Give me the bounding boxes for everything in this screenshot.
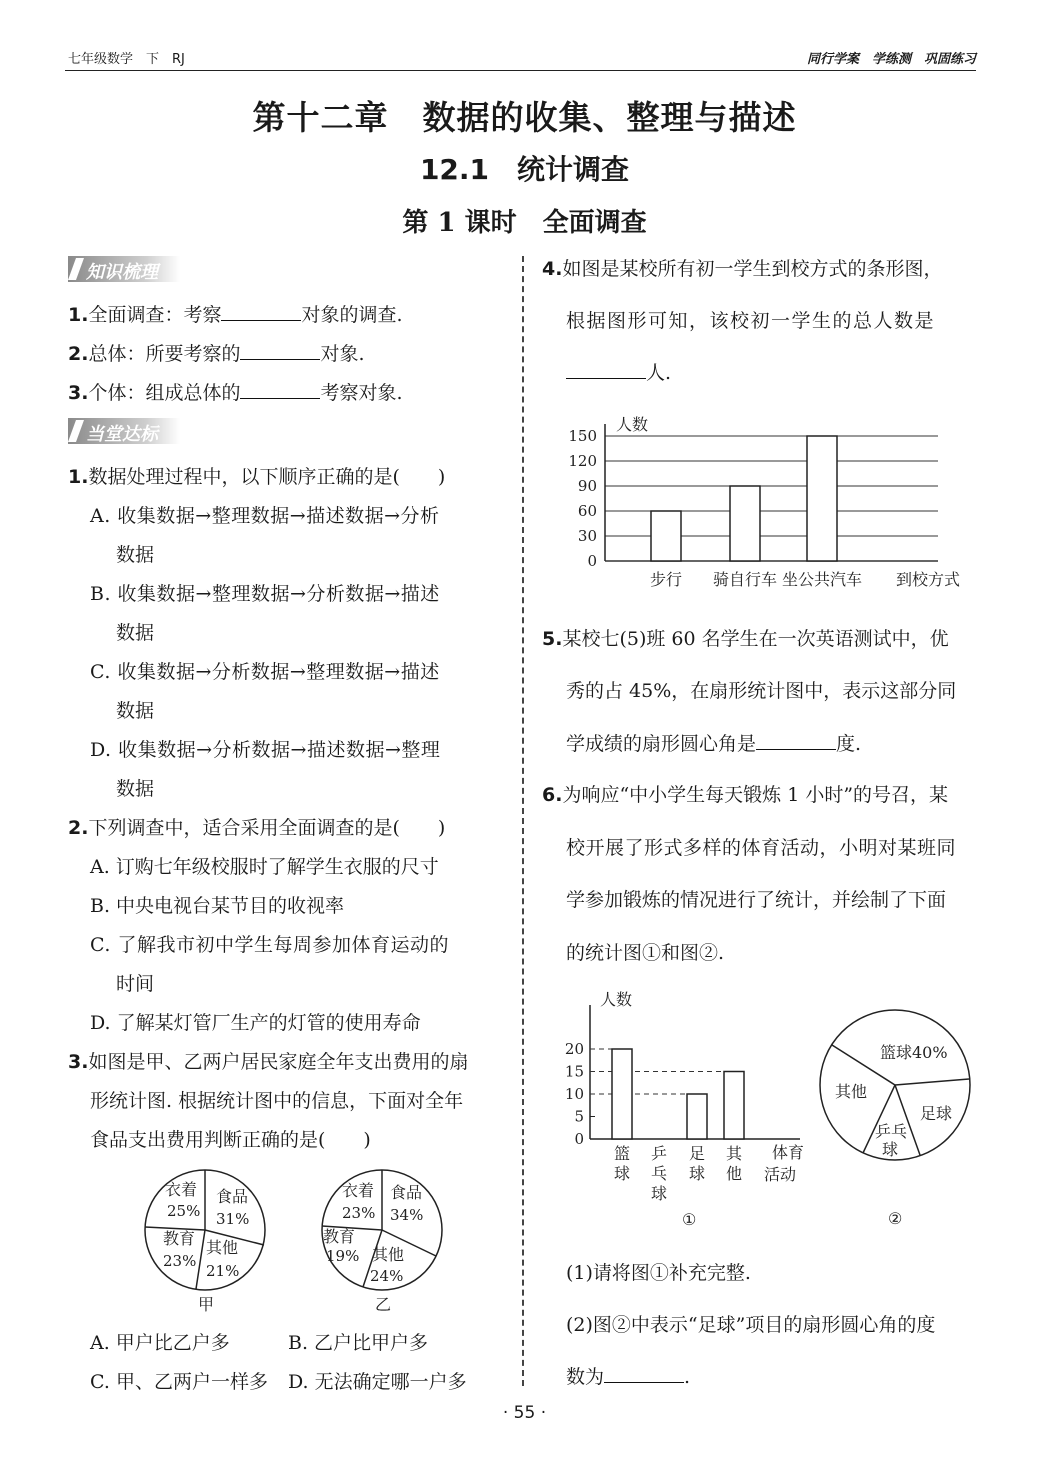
q4-bar-chart <box>560 410 980 595</box>
q6-part3: 数为 . <box>566 1366 691 1388</box>
pie-football-label: 足球 <box>920 1104 953 1123</box>
q1-option-b: B. 收集数据→整理数据→分析数据→描述 <box>90 583 440 605</box>
chart1-xtick-label: 坐公共汽车 <box>781 570 863 589</box>
knowledge-item-2: 2.总体：所要考察的 对象. <box>68 343 365 365</box>
q1-option-d: D. 收集数据→分析数据→描述数据→整理 <box>90 739 441 761</box>
q4-stem-line2: 根据图形可知，该校初一学生的总人数是 <box>566 310 936 332</box>
q6-stem-line2: 校开展了形式多样的体育活动，小明对某班同 <box>566 837 957 859</box>
q2-option-c-cont: 时间 <box>116 973 155 995</box>
q3-stem-line1: 3.如图是甲、乙两户居民家庭全年支出费用的扇 <box>68 1051 469 1073</box>
section-label-practice: 当堂达标 <box>68 418 180 444</box>
chart2-xlabels <box>614 1144 743 1203</box>
chart2-xtick-label: 篮 <box>613 1144 631 1163</box>
q5-stem-line3: 学成绩的扇形圆心角是 度. <box>566 733 862 755</box>
q2-option-a: A. 订购七年级校服时了解学生衣服的尺寸 <box>90 856 439 878</box>
chart1-ytick-label: 0 <box>587 552 597 570</box>
q1-option-a: A. 收集数据→整理数据→描述数据→分析 <box>90 505 440 527</box>
chart2-xtick-label: 球 <box>650 1184 668 1203</box>
pie-a-food-label: 食品 <box>216 1187 249 1206</box>
chart2-xtick-label: 球 <box>688 1164 706 1183</box>
pie-pingpong-label-1: 乒乓 <box>875 1122 908 1141</box>
q1-option-c-cont: 数据 <box>116 700 155 722</box>
q4-stem-line1: 4.如图是某校所有初一学生到校方式的条形图， <box>542 258 943 280</box>
lesson-title: 第 1 课时 全面调查 <box>402 208 647 238</box>
chart2-xlabel-2: 活动 <box>764 1165 797 1184</box>
pie-b-clothes-pct: 23% <box>342 1204 376 1222</box>
q1-option-a-cont: 数据 <box>116 544 155 566</box>
q3-option-c: C. 甲、乙两户一样多 <box>90 1371 268 1393</box>
q5-stem-line2: 秀的占 45%，在扇形统计图中，表示这部分同 <box>566 680 957 702</box>
chart1-ytick-label: 30 <box>577 527 597 545</box>
q4-stem-line3: 人. <box>566 358 671 385</box>
chart1-ylabel: 人数 <box>616 415 649 434</box>
column-divider <box>522 256 524 1386</box>
q6-stem-line3: 学参加锻炼的情况进行了统计，并绘制了下面 <box>566 889 947 911</box>
pie-pingpong-label-2: 球 <box>882 1140 899 1159</box>
q6-bar-chart <box>560 985 810 1230</box>
pie-a-edu-label: 教育 <box>163 1229 196 1248</box>
chart2-yticks <box>565 1040 584 1148</box>
q3-stem-line3: 食品支出费用判断正确的是( ) <box>90 1129 371 1151</box>
q6-stem-line1: 6.为响应“中小学生每天锻炼 1 小时”的号召，某 <box>542 784 949 806</box>
pie-other-label: 其他 <box>835 1082 868 1101</box>
section-title: 12.1 统计调查 <box>419 153 630 186</box>
chart2-ytick-label: 10 <box>564 1085 584 1103</box>
q5-stem-line1: 5.某校七(5)班 60 名学生在一次英语测试中，优 <box>542 628 949 650</box>
chart2-xtick-label: 他 <box>725 1164 743 1183</box>
chart1-xtick-label: 骑自行车 <box>712 570 778 589</box>
q1-stem: 1.数据处理过程中，以下顺序正确的是( ) <box>68 466 446 488</box>
chart1-bar <box>730 486 760 561</box>
pie-b-other-pct: 24% <box>370 1267 404 1285</box>
knowledge-item-1: 1.全面调查：考察 对象的调查. <box>68 304 403 326</box>
pie-a-edu-pct: 23% <box>163 1252 197 1270</box>
chart2-xtick-label: 乒 <box>650 1144 668 1163</box>
header-left: 七年级数学 下 RJ <box>68 52 185 67</box>
chart1-bar <box>651 511 681 561</box>
q1-option-b-cont: 数据 <box>116 622 155 644</box>
chapter-title: 第十二章 数据的收集、整理与描述 <box>252 98 797 137</box>
chart1-yticks <box>568 427 597 570</box>
page-number: · 55 · <box>502 1403 547 1423</box>
pie-a-other-pct: 21% <box>206 1262 240 1280</box>
q2-option-c: C. 了解我市初中学生每周参加体育运动的 <box>90 934 449 956</box>
q3-option-a: A. 甲户比乙户多 <box>90 1332 230 1354</box>
chart2-ytick-label: 15 <box>564 1062 584 1081</box>
chart2-xtick-label: 足 <box>688 1144 706 1163</box>
pie-b-food-pct: 34% <box>390 1206 424 1224</box>
q3-option-b: B. 乙户比甲户多 <box>288 1332 429 1354</box>
q6-part1: (1)请将图①补充完整. <box>566 1262 751 1284</box>
chart2-ytick-label: 5 <box>574 1107 584 1126</box>
chart1-ytick-label: 150 <box>568 427 597 445</box>
pie-basketball-label: 篮球40% <box>880 1043 948 1062</box>
chart2-bars <box>612 1049 744 1139</box>
chart1-ytick-label: 90 <box>577 477 597 495</box>
pie-a-food-pct: 31% <box>216 1210 250 1228</box>
section-label-knowledge: 知识梳理 <box>68 256 180 282</box>
chart2-bar <box>724 1072 744 1140</box>
chart2-xlabel-1: 体育 <box>772 1143 805 1162</box>
q1-option-d-cont: 数据 <box>116 778 155 800</box>
chart1-ytick-label: 120 <box>568 452 597 470</box>
q2-stem: 2.下列调查中，适合采用全面调查的是( ) <box>68 817 446 839</box>
pie-b-clothes-label: 衣着 <box>342 1181 375 1200</box>
pie-a-caption: 甲 <box>198 1295 215 1314</box>
pie-b-edu-label: 教育 <box>323 1227 356 1246</box>
chart2-bar <box>612 1049 632 1139</box>
pie-a-clothes-pct: 25% <box>167 1202 201 1220</box>
pie-b-caption: 乙 <box>375 1295 392 1314</box>
chart2-bar <box>687 1094 707 1139</box>
pie-b-food-label: 食品 <box>390 1183 423 1202</box>
chart2-xtick-label: 其 <box>725 1144 743 1163</box>
chart1-bars <box>651 436 837 561</box>
pie-chart-a <box>145 1170 265 1314</box>
chart1-xlabel: 到校方式 <box>896 570 961 589</box>
chart1-ytick-label: 60 <box>577 502 597 520</box>
chart2-xtick-label: 球 <box>613 1164 631 1183</box>
chart2-ytick-label: 20 <box>564 1040 584 1058</box>
q2-option-b: B. 中央电视台某节目的收视率 <box>90 895 345 917</box>
pie-a-clothes-label: 衣着 <box>165 1180 198 1199</box>
chart1-xlabels <box>650 570 862 589</box>
chart2-xtick-label: 乓 <box>650 1164 668 1183</box>
q3-pie-charts <box>130 1160 460 1320</box>
header-rule <box>65 70 976 71</box>
knowledge-item-3: 3.个体：组成总体的 考察对象. <box>68 382 403 404</box>
pie-b-other-label: 其他 <box>372 1245 405 1264</box>
chart1-bar <box>807 436 837 561</box>
chart1-xtick-label: 步行 <box>649 570 683 589</box>
chart2-ylabel: 人数 <box>600 990 633 1009</box>
figure-2-label: ② <box>888 1209 903 1228</box>
chart2-ytick-label: 0 <box>574 1130 584 1148</box>
figure-1-label: ① <box>682 1210 697 1229</box>
q2-option-d: D. 了解某灯管厂生产的灯管的使用寿命 <box>90 1012 421 1034</box>
pie-b-edu-pct: 19% <box>326 1247 360 1265</box>
q6-stem-line4: 的统计图①和图②. <box>566 942 725 964</box>
q3-stem-line2: 形统计图. 根据统计图中的信息，下面对全年 <box>90 1090 464 1112</box>
q6-part2: (2)图②中表示“足球”项目的扇形圆心角的度 <box>566 1314 936 1336</box>
q3-option-d: D. 无法确定哪一户多 <box>288 1371 467 1393</box>
pie-a-other-label: 其他 <box>206 1238 239 1257</box>
header-right: 同行学案 学练测 巩固练习 <box>806 52 976 67</box>
q6-pie-chart <box>815 1005 985 1230</box>
q1-option-c: C. 收集数据→分析数据→整理数据→描述 <box>90 661 440 683</box>
pie-chart-b <box>322 1170 442 1314</box>
